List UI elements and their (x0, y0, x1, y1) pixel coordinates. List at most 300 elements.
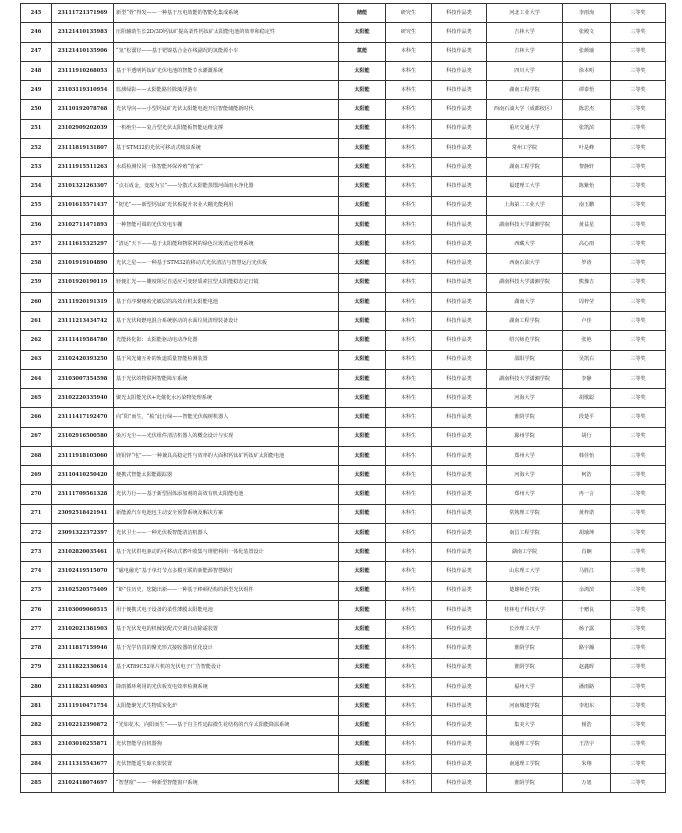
entry-code-cell: 23111817159946 (52, 639, 114, 658)
student-level-cell: 本科生 (386, 119, 432, 138)
entry-code-cell: 23111823140903 (52, 677, 114, 696)
row-number-cell: 265 (21, 389, 52, 408)
table-row (21, 389, 666, 408)
project-title-cell: “光如花木，向阳而生”——基于自主性追踪微生花结构的汽车太阳能降温系统 (114, 716, 339, 735)
row-number-cell: 246 (21, 23, 52, 42)
row-number-cell: 262 (21, 331, 52, 350)
row-number-cell: 268 (21, 446, 52, 465)
award-level-cell: 三等奖 (611, 42, 666, 61)
row-number-cell: 250 (21, 100, 52, 119)
author-name-cell: 罗涛 (563, 254, 611, 273)
row-number-cell: 282 (21, 716, 52, 735)
project-title-cell: 监测绿影——太阳能路径除藻浮游车 (114, 81, 339, 100)
school-name-cell: 重庆交通大学 (487, 119, 563, 138)
student-level-cell: 本科生 (386, 427, 432, 446)
entry-group-cell: 科技作品类 (432, 273, 487, 292)
school-name-cell: 湖南科技大学潇湘学院 (487, 215, 563, 234)
entry-group-cell: 科技作品类 (432, 581, 487, 600)
student-level-cell: 本科生 (386, 562, 432, 581)
school-name-cell: 河海大学 (487, 389, 563, 408)
entry-code-cell: 23111315543677 (52, 754, 114, 773)
project-title-cell: 基于半透明钙钛矿光伏电池的智能节水灌溉系统 (114, 61, 339, 80)
student-level-cell: 本科生 (386, 196, 432, 215)
entry-group-cell: 科技作品类 (432, 446, 487, 465)
award-level-cell: 三等奖 (611, 562, 666, 581)
award-level-cell: 三等奖 (611, 735, 666, 754)
energy-category-cell: 太阳能 (339, 504, 386, 523)
energy-category-cell: 太阳能 (339, 273, 386, 292)
author-name-cell: 于赠良 (563, 600, 611, 619)
project-title-cell: 光伏卫士——一种光伏板智能清洁机器人 (114, 523, 339, 542)
author-name-cell: 余鸿滨 (563, 581, 611, 600)
table-row (21, 23, 666, 42)
author-name-cell: 黎静轩 (563, 158, 611, 177)
author-name-cell: 李雨洵 (563, 4, 611, 23)
row-number-cell: 280 (21, 677, 52, 696)
project-title-cell: 聚光太阳能光伏+光催化水污染物处理系统 (114, 389, 339, 408)
row-number-cell: 257 (21, 235, 52, 254)
row-number-cell: 285 (21, 774, 52, 793)
school-name-cell: 福建理工大学 (487, 177, 563, 196)
student-level-cell: 本科生 (386, 697, 432, 716)
energy-category-cell: 太阳能 (339, 774, 386, 793)
author-name-cell: 张颜瑜 (563, 42, 611, 61)
project-title-cell: “智慧窗”——一种新型智能窗户系统 (114, 774, 339, 793)
entry-code-cell: 23111819131807 (52, 138, 114, 157)
student-level-cell: 本科生 (386, 254, 432, 273)
table-row (21, 4, 666, 23)
school-name-cell: 河北工业大学 (487, 4, 563, 23)
author-name-cell: 周梓莹 (563, 292, 611, 311)
school-name-cell: 淮阴学院 (487, 408, 563, 427)
award-level-cell: 三等奖 (611, 158, 666, 177)
entry-code-cell: 23121410135983 (52, 23, 114, 42)
school-name-cell: 福州大学 (487, 677, 563, 696)
table-row (21, 658, 666, 677)
entry-group-cell: 科技作品类 (432, 735, 487, 754)
project-title-cell: 降雨循环利用的光伏板发电效率检测系统 (114, 677, 339, 696)
energy-category-cell: 太阳能 (339, 427, 386, 446)
entry-group-cell: 科技作品类 (432, 639, 487, 658)
author-name-cell: 徐本明 (563, 61, 611, 80)
school-name-cell: 吉林大学 (487, 42, 563, 61)
entry-group-cell: 科技作品类 (432, 523, 487, 542)
entry-group-cell: 科技作品类 (432, 600, 487, 619)
author-name-cell: 谭泰悟 (563, 81, 611, 100)
table-row (21, 196, 666, 215)
entry-code-cell: 23102909202039 (52, 119, 114, 138)
entry-group-cell: 科技作品类 (432, 716, 487, 735)
row-number-cell: 277 (21, 620, 52, 639)
entry-group-cell: 科技作品类 (432, 61, 487, 80)
school-name-cell: 淮阴学院 (487, 639, 563, 658)
author-name-cell: 吴凯右 (563, 350, 611, 369)
entry-code-cell: 23103119310954 (52, 81, 114, 100)
row-number-cell: 278 (21, 639, 52, 658)
student-level-cell: 本科生 (386, 620, 432, 639)
table-row (21, 408, 666, 427)
table-row (21, 735, 666, 754)
entry-code-cell: 23102420393250 (52, 350, 114, 369)
project-title-cell: 便携式智能太阳能跟踪器 (114, 466, 339, 485)
school-name-cell: 湖南科技大学潇湘学院 (487, 369, 563, 388)
energy-category-cell: 太阳能 (339, 543, 386, 562)
entry-group-cell: 科技作品类 (432, 620, 487, 639)
project-title-cell: 镁铅锌“电”——一种兼具高稳定性与效率的大面积钙钛矿钙钛矿太阳能电池 (114, 446, 339, 465)
entry-code-cell: 23110410250420 (52, 466, 114, 485)
project-title-cell: “虾”住历史，您随出新——一种基于棒顿结构的新型光伏组件 (114, 581, 339, 600)
entry-code-cell: 23111822330614 (52, 658, 114, 677)
energy-category-cell: 太阳能 (339, 331, 386, 350)
project-title-cell: 水质检测仪同一体智能环保养殖“管家” (114, 158, 339, 177)
author-name-cell: 路宇瀚 (563, 639, 611, 658)
project-title-cell: 光能转化影：太阳能驱动电动净化器 (114, 331, 339, 350)
author-name-cell: 胡瑜坤 (563, 523, 611, 542)
entry-code-cell: 23102711471893 (52, 215, 114, 234)
energy-category-cell: 太阳能 (339, 658, 386, 677)
project-title-cell: 太阳能聚光式生物质炭化炉 (114, 697, 339, 716)
student-level-cell: 本科生 (386, 716, 432, 735)
entry-code-cell: 23101321263307 (52, 177, 114, 196)
student-level-cell: 本科生 (386, 215, 432, 234)
table-row (21, 61, 666, 80)
entry-code-cell: 23092518421941 (52, 504, 114, 523)
school-name-cell: 山东理工大学 (487, 562, 563, 581)
school-name-cell: 南通理工学院 (487, 754, 563, 773)
table-row (21, 119, 666, 138)
entry-group-cell: 科技作品类 (432, 562, 487, 581)
project-title-cell: “氢”松溜径——基于钯镍基合金在线副况的氢能源小车 (114, 42, 339, 61)
author-name-cell: 柯浩 (563, 466, 611, 485)
entry-code-cell: 23111419584780 (52, 331, 114, 350)
award-level-cell: 三等奖 (611, 754, 666, 773)
table-body (21, 4, 666, 793)
entry-code-cell: 23102212390872 (52, 716, 114, 735)
student-level-cell: 本科生 (386, 774, 432, 793)
entry-group-cell: 科技作品类 (432, 177, 487, 196)
author-name-cell: 陈紫怡 (563, 177, 611, 196)
award-level-cell: 三等奖 (611, 485, 666, 504)
entry-code-cell: 23111615325297 (52, 235, 114, 254)
award-level-cell: 三等奖 (611, 446, 666, 465)
award-level-cell: 三等奖 (611, 254, 666, 273)
table-row (21, 600, 666, 619)
school-name-cell: 绍兴师范学院 (487, 331, 563, 350)
table-row (21, 581, 666, 600)
energy-category-cell: 太阳能 (339, 177, 386, 196)
school-name-cell: 湖南工程学院 (487, 312, 563, 331)
energy-category-cell: 太阳能 (339, 389, 386, 408)
energy-category-cell: 太阳能 (339, 254, 386, 273)
row-number-cell: 264 (21, 369, 52, 388)
author-name-cell: 朱翔 (563, 754, 611, 773)
author-name-cell: 李旭东 (563, 697, 611, 716)
student-level-cell: 本科生 (386, 677, 432, 696)
table-row (21, 177, 666, 196)
row-number-cell: 267 (21, 427, 52, 446)
row-number-cell: 281 (21, 697, 52, 716)
row-number-cell: 249 (21, 81, 52, 100)
row-number-cell: 284 (21, 754, 52, 773)
energy-category-cell: 太阳能 (339, 562, 386, 581)
row-number-cell: 248 (21, 61, 52, 80)
award-level-cell: 三等奖 (611, 312, 666, 331)
author-name-cell: 马胜江 (563, 562, 611, 581)
entry-group-cell: 科技作品类 (432, 466, 487, 485)
energy-category-cell: 太阳能 (339, 215, 386, 234)
row-number-cell: 272 (21, 523, 52, 542)
student-level-cell: 本科生 (386, 639, 432, 658)
award-level-cell: 三等奖 (611, 81, 666, 100)
entry-group-cell: 科技作品类 (432, 389, 487, 408)
author-name-cell: 杨浩 (563, 716, 611, 735)
student-level-cell: 本科生 (386, 658, 432, 677)
energy-category-cell: 太阳能 (339, 639, 386, 658)
energy-category-cell: 太阳能 (339, 61, 386, 80)
row-number-cell: 266 (21, 408, 52, 427)
award-level-cell: 三等奖 (611, 331, 666, 350)
entry-group-cell: 科技作品类 (432, 215, 487, 234)
entry-group-cell: 科技作品类 (432, 292, 487, 311)
project-title-cell: “磁电融光”基于单灯节点多模互联的新能源智慧路灯 (114, 562, 339, 581)
entry-group-cell: 科技作品类 (432, 697, 487, 716)
energy-category-cell: 太阳能 (339, 158, 386, 177)
table-row (21, 42, 666, 61)
entry-code-cell: 23110192078768 (52, 100, 114, 119)
school-name-cell: 南通理工学院 (487, 735, 563, 754)
entry-group-cell: 科技作品类 (432, 774, 487, 793)
row-number-cell: 279 (21, 658, 52, 677)
entry-code-cell: 23111213434742 (52, 312, 114, 331)
award-level-cell: 三等奖 (611, 581, 666, 600)
energy-category-cell: 太阳能 (339, 235, 386, 254)
award-level-cell: 三等奖 (611, 4, 666, 23)
project-title-cell: 光伏智能遥生晾衣架装置 (114, 754, 339, 773)
author-name-cell: 张殿文 (563, 23, 611, 42)
entry-code-cell: 23111910268053 (52, 61, 114, 80)
award-level-cell: 三等奖 (611, 697, 666, 716)
student-level-cell: 本科生 (386, 331, 432, 350)
entry-code-cell: 23103009060515 (52, 600, 114, 619)
award-level-cell: 三等奖 (611, 466, 666, 485)
table-row (21, 754, 666, 773)
award-level-cell: 三等奖 (611, 389, 666, 408)
project-title-cell: 光伏导向——小型钙钛矿光伏太阳能电池开启智能储能新时代 (114, 100, 339, 119)
row-number-cell: 260 (21, 292, 52, 311)
project-title-cell: 基于风光储互补的轨道质量智能检测装置 (114, 350, 339, 369)
entry-code-cell: 23101920190119 (52, 273, 114, 292)
school-name-cell: 湖南大学 (487, 292, 563, 311)
energy-category-cell: 太阳能 (339, 196, 386, 215)
author-name-cell: 黄梓诺 (563, 504, 611, 523)
student-level-cell: 本科生 (386, 466, 432, 485)
author-name-cell: 黄益星 (563, 215, 611, 234)
school-name-cell: 淮阴学院 (487, 658, 563, 677)
table-row (21, 369, 666, 388)
table-row (21, 485, 666, 504)
energy-category-cell: 太阳能 (339, 600, 386, 619)
author-name-cell: 胡歌聪 (563, 389, 611, 408)
entry-group-cell: 科技作品类 (432, 543, 487, 562)
author-name-cell: 熊豫吉 (563, 273, 611, 292)
award-level-cell: 三等奖 (611, 543, 666, 562)
school-name-cell: 楚雄师范学院 (487, 581, 563, 600)
project-title-cell: 染污无尘——光伏组件清洁机器人的概念设计与实现 (114, 427, 339, 446)
school-name-cell: 常熟理工学院 (487, 504, 563, 523)
entry-group-cell: 科技作品类 (432, 4, 487, 23)
energy-category-cell: 储能 (339, 4, 386, 23)
entry-group-cell: 科技作品类 (432, 235, 487, 254)
project-title-cell: 基于光伏和燃电混合系统驱动的水面垃圾清理装备设计 (114, 312, 339, 331)
author-name-cell: 卢佳 (563, 312, 611, 331)
row-number-cell: 247 (21, 42, 52, 61)
row-number-cell: 269 (21, 466, 52, 485)
row-number-cell: 263 (21, 350, 52, 369)
entry-group-cell: 科技作品类 (432, 254, 487, 273)
entry-code-cell: 23102418074697 (52, 774, 114, 793)
school-name-cell: 吉林大学 (487, 23, 563, 42)
project-title-cell: 基于有序聚噻吩光敏层的高效有机太阳能电池 (114, 292, 339, 311)
row-number-cell: 274 (21, 562, 52, 581)
author-name-cell: 张凯滨 (563, 119, 611, 138)
energy-category-cell: 太阳能 (339, 408, 386, 427)
energy-category-cell: 太阳能 (339, 312, 386, 331)
row-number-cell: 273 (21, 543, 52, 562)
entry-code-cell: 23121410135906 (52, 42, 114, 61)
project-title-cell: 基于AT89C52单片机的光伏电子广告智能设计 (114, 658, 339, 677)
school-name-cell: 西藏大学 (487, 235, 563, 254)
award-level-cell: 三等奖 (611, 273, 666, 292)
award-level-cell: 三等奖 (611, 677, 666, 696)
energy-category-cell: 太阳能 (339, 523, 386, 542)
author-name-cell: 叶是峰 (563, 138, 611, 157)
student-level-cell: 本科生 (386, 138, 432, 157)
author-name-cell: 段楚平 (563, 408, 611, 427)
energy-category-cell: 太阳能 (339, 100, 386, 119)
student-level-cell: 本科生 (386, 504, 432, 523)
energy-category-cell: 太阳能 (339, 735, 386, 754)
results-table (20, 3, 666, 793)
project-title-cell: 新型“骨”得发——一种基于压电效能的智能化集成系统 (114, 4, 339, 23)
table-row (21, 774, 666, 793)
energy-category-cell: 太阳能 (339, 350, 386, 369)
project-title-cell: 一种智能可调的光伏发电车棚 (114, 215, 339, 234)
award-level-cell: 三等奖 (611, 292, 666, 311)
award-level-cell: 三等奖 (611, 235, 666, 254)
energy-category-cell: 太阳能 (339, 485, 386, 504)
row-number-cell: 253 (21, 158, 52, 177)
award-level-cell: 三等奖 (611, 774, 666, 793)
entry-code-cell: 23102021381903 (52, 620, 114, 639)
row-number-cell: 245 (21, 4, 52, 23)
entry-group-cell: 科技作品类 (432, 504, 487, 523)
entry-code-cell: 23111910471754 (52, 697, 114, 716)
school-name-cell: 滁州学院 (487, 427, 563, 446)
author-name-cell: 潘雨路 (563, 677, 611, 696)
project-title-cell: 新能源汽车电池包主动安全预警系统及解决方案 (114, 504, 339, 523)
author-name-cell: 万旭 (563, 774, 611, 793)
table-row (21, 504, 666, 523)
school-name-cell: 淮阴学院 (487, 774, 563, 793)
project-title-cell: 光伏力行——基于新型固体添加剂的高效有机太阳能电池 (114, 485, 339, 504)
table-row (21, 254, 666, 273)
table-row (21, 81, 666, 100)
award-level-cell: 三等奖 (611, 639, 666, 658)
school-name-cell: 邵阳学院 (487, 350, 563, 369)
table-row (21, 235, 666, 254)
award-level-cell: 三等奖 (611, 523, 666, 542)
row-number-cell: 275 (21, 581, 52, 600)
project-title-cell: 基于STM32的光伏可移动式喷泉系统 (114, 138, 339, 157)
author-name-cell: 赵鑫晖 (563, 658, 611, 677)
award-level-cell: 三等奖 (611, 408, 666, 427)
table-row (21, 138, 666, 157)
school-name-cell: 湖南工程学院 (487, 158, 563, 177)
school-name-cell: 郑州大学 (487, 446, 563, 465)
entry-group-cell: 科技作品类 (432, 658, 487, 677)
author-name-cell: 张艳 (563, 331, 611, 350)
entry-code-cell: 23103010255871 (52, 735, 114, 754)
author-name-cell: 韩佳怡 (563, 446, 611, 465)
entry-group-cell: 科技作品类 (432, 754, 487, 773)
award-level-cell: 三等奖 (611, 100, 666, 119)
entry-group-cell: 科技作品类 (432, 312, 487, 331)
entry-group-cell: 科技作品类 (432, 485, 487, 504)
award-level-cell: 三等奖 (611, 119, 666, 138)
table-row (21, 158, 666, 177)
school-name-cell: 湖南工程学院 (487, 81, 563, 100)
student-level-cell: 本科生 (386, 177, 432, 196)
student-level-cell: 本科生 (386, 754, 432, 773)
entry-code-cell: 23102520575409 (52, 581, 114, 600)
student-level-cell: 本科生 (386, 485, 432, 504)
school-name-cell: 桂林电子科技大学 (487, 600, 563, 619)
school-name-cell: 湖南科技大学潇湘学院 (487, 273, 563, 292)
student-level-cell: 本科生 (386, 581, 432, 600)
author-name-cell: 胡行 (563, 427, 611, 446)
entry-group-cell: 科技作品类 (432, 369, 487, 388)
student-level-cell: 本科生 (386, 100, 432, 119)
energy-category-cell: 太阳能 (339, 754, 386, 773)
entry-code-cell: 23102820035461 (52, 543, 114, 562)
row-number-cell: 259 (21, 273, 52, 292)
entry-code-cell: 23102419515070 (52, 562, 114, 581)
project-title-cell: 一机绝尘——复合型光伏太阳能板智能运维支撑 (114, 119, 339, 138)
entry-group-cell: 科技作品类 (432, 408, 487, 427)
entry-code-cell: 23111918103060 (52, 446, 114, 465)
table-row (21, 543, 666, 562)
table-row (21, 427, 666, 446)
energy-category-cell: 太阳能 (339, 23, 386, 42)
entry-group-cell: 科技作品类 (432, 42, 487, 61)
energy-category-cell: 氢能 (339, 42, 386, 61)
award-level-cell: 三等奖 (611, 620, 666, 639)
project-title-cell: “点石成金，变废为宝”——分散式太阳能蒸馏河面雨水净化器 (114, 177, 339, 196)
student-level-cell: 本科生 (386, 158, 432, 177)
entry-group-cell: 科技作品类 (432, 196, 487, 215)
award-level-cell: 三等奖 (611, 716, 666, 735)
row-number-cell: 255 (21, 196, 52, 215)
project-title-cell: 轻便汇光——雕度阻尼自适应可变轻质索拉型太阳能稳态定日镜 (114, 273, 339, 292)
project-title-cell: “韧光”——新型钙钛矿光伏板提升农业大棚光能利用 (114, 196, 339, 215)
project-title-cell: 基于光学仿真的聚光形式接收器的优化设计 (114, 639, 339, 658)
row-number-cell: 258 (21, 254, 52, 273)
table-row (21, 697, 666, 716)
project-title-cell: 光伏智能导盲机器狗 (114, 735, 339, 754)
student-level-cell: 本科生 (386, 735, 432, 754)
entry-code-cell: 23102220335940 (52, 389, 114, 408)
award-level-cell: 三等奖 (611, 23, 666, 42)
